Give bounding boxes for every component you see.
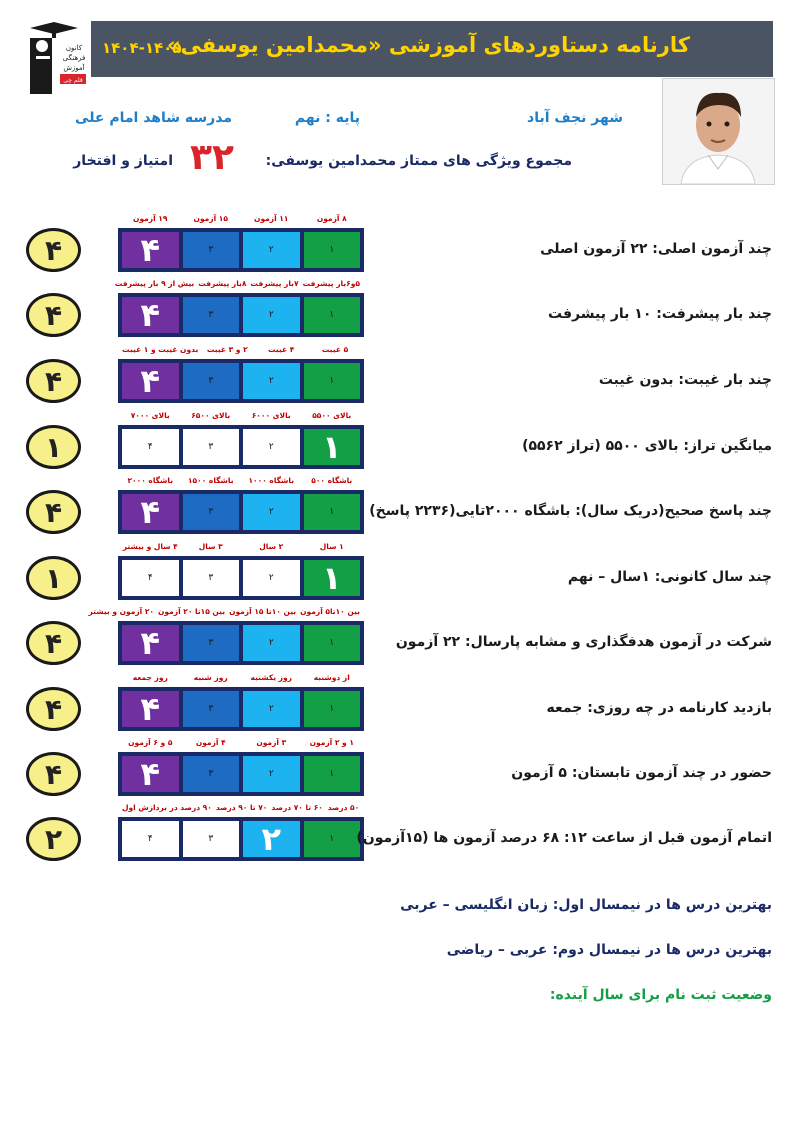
- level-labels: [118, 803, 364, 814]
- row-score-badge: ۱: [26, 556, 81, 600]
- level-labels: [118, 738, 364, 749]
- level-grid: [118, 490, 364, 534]
- grade-label: پایه : نهم: [294, 110, 360, 126]
- level-label: ۸بار پیشرفت: [198, 279, 247, 288]
- row-question: بازدید کارنامه در چه روزی: جمعه: [546, 700, 772, 716]
- row-score-badge: ۲: [26, 817, 81, 861]
- level-label: ۷بار پیشرفت: [250, 279, 299, 288]
- level-label: ۱ و ۲ آزمون: [309, 738, 354, 747]
- level-cell-4: ۴: [122, 363, 179, 399]
- row-score-badge: ۱: [26, 425, 81, 469]
- level-cell-1: ۱: [304, 625, 361, 661]
- level-label: بالای ۶۰۰۰: [251, 411, 291, 420]
- level-cell-4: ۴: [122, 691, 179, 727]
- level-cell-4: ۴: [122, 429, 179, 465]
- level-cell-2: ۲: [243, 232, 300, 268]
- level-cell-1: ۱: [304, 429, 361, 465]
- level-cell-4: ۴: [122, 297, 179, 333]
- level-cell-3: ۳: [183, 232, 240, 268]
- level-label: ۵۰ درصد: [327, 803, 360, 812]
- level-cell-2: ۲: [243, 297, 300, 333]
- city-label: شهر نجف آباد: [527, 110, 623, 126]
- student-photo: [662, 78, 775, 185]
- row-score-badge: ۴: [26, 621, 81, 665]
- level-cell-1: ۱: [304, 756, 361, 792]
- level-label: بدون غیبت و ۱ غیبت: [122, 345, 199, 354]
- level-labels: [118, 214, 364, 225]
- level-cell-2: ۲: [243, 363, 300, 399]
- level-labels: [118, 476, 364, 487]
- row-question: چند بار غیبت: بدون غیبت: [598, 372, 772, 388]
- level-cell-4: ۴: [122, 625, 179, 661]
- level-label: ۵ و ۶ آزمون: [128, 738, 173, 747]
- row-question: چند سال کانونی: ۱سال – نهم: [567, 569, 772, 585]
- level-cell-3: ۳: [183, 560, 240, 596]
- level-label: ۳ سال: [198, 542, 223, 551]
- level-cell-4: ۴: [122, 756, 179, 792]
- level-cell-2: ۲: [243, 756, 300, 792]
- level-cell-2: ۲: [243, 494, 300, 530]
- level-label: بالای ۶۵۰۰: [191, 411, 231, 420]
- svg-text:قلم چی: قلم چی: [63, 77, 83, 84]
- row-question: چند پاسخ صحیح(دریک سال): باشگاه ۲۰۰۰تایی(۲۲۳۶ پاسخ): [369, 503, 772, 519]
- level-cell-2: ۲: [243, 625, 300, 661]
- level-label: ۹۰ درصد در بردازش اول: [122, 803, 212, 812]
- academic-year: ۱۴۰۴-۱۴۰۵: [102, 39, 182, 57]
- level-cell-3: ۳: [183, 821, 240, 857]
- level-grid: [118, 228, 364, 272]
- level-cell-1: ۱: [304, 232, 361, 268]
- level-grid: [118, 556, 364, 600]
- level-label: ۳ آزمون: [256, 738, 287, 747]
- level-label: باشگاه ۱۵۰۰: [187, 476, 234, 485]
- level-label: ۱۱ آزمون: [254, 214, 289, 223]
- row-score-badge: ۴: [26, 752, 81, 796]
- level-label: روز یکشنبه: [250, 673, 292, 682]
- level-label: بین ۱۰تا ۱۵ آزمون: [229, 607, 297, 616]
- level-grid: [118, 621, 364, 665]
- row-question: اتمام آزمون قبل از ساعت ۱۲: ۶۸ درصد آزمون ها (۱۵آزمون): [356, 830, 772, 846]
- best-lessons-second-term: بهترین درس ها در نیمسال دوم: عربی – ریاضی: [446, 942, 772, 958]
- row-score-badge: ۴: [26, 359, 81, 403]
- level-label: ۲ و ۳ غیبت: [206, 345, 248, 354]
- level-cell-3: ۳: [183, 756, 240, 792]
- level-label: بین ۱۵تا ۲۰ آزمون: [158, 607, 226, 616]
- row-score-badge: ۴: [26, 228, 81, 272]
- level-cell-1: ۱: [304, 821, 361, 857]
- level-labels: [88, 607, 364, 618]
- level-cell-4: ۴: [122, 494, 179, 530]
- level-cell-1: ۱: [304, 494, 361, 530]
- level-labels: [118, 345, 364, 356]
- level-cell-2: ۲: [243, 821, 300, 857]
- features-label: مجموع ویژگی های ممتاز محمدامین یوسفی:: [265, 153, 572, 169]
- level-grid: [118, 359, 364, 403]
- school-label: مدرسه شاهد امام علی: [75, 110, 232, 126]
- score-caption: امتیاز و افتخار: [73, 153, 173, 169]
- level-cell-3: ۳: [183, 363, 240, 399]
- level-label: ۷۰ تا ۹۰ درصد: [215, 803, 268, 812]
- level-grid: [118, 425, 364, 469]
- level-label: باشگاه ۱۰۰۰: [248, 476, 295, 485]
- level-label: ۱۵ آزمون: [193, 214, 228, 223]
- best-lessons-first-term: بهترین درس ها در نیمسال اول: زبان انگلیسی – عربی: [400, 897, 772, 913]
- total-score: ۳۲: [190, 137, 234, 178]
- row-question: حضور در چند آزمون تابستان: ۵ آزمون: [511, 765, 772, 781]
- level-cell-3: ۳: [183, 297, 240, 333]
- registration-status: وضعیت ثبت نام برای سال آینده:: [549, 987, 772, 1003]
- level-cell-2: ۲: [243, 691, 300, 727]
- row-score-badge: ۴: [26, 687, 81, 731]
- row-question: میانگین تراز: بالای ۵۵۰۰ (تراز ۵۵۶۲): [522, 438, 772, 454]
- level-label: ۱۹ آزمون: [133, 214, 168, 223]
- level-cell-1: ۱: [304, 297, 361, 333]
- level-cell-3: ۳: [183, 625, 240, 661]
- level-grid: [118, 752, 364, 796]
- level-grid: [118, 687, 364, 731]
- page-title: کارنامه دستاوردهای آموزشی «محمدامین یوسفی»: [166, 33, 690, 57]
- row-score-badge: ۴: [26, 490, 81, 534]
- level-label: ۸ آزمون: [316, 214, 347, 223]
- level-cell-1: ۱: [304, 691, 361, 727]
- level-label: ۶۰ تا ۷۰ درصد: [271, 803, 323, 812]
- level-label: روز جمعه: [132, 673, 168, 682]
- level-label: ۴ غیبت: [267, 345, 295, 354]
- level-label: باشگاه ۵۰۰: [311, 476, 353, 485]
- level-cell-2: ۲: [243, 560, 300, 596]
- level-cell-3: ۳: [183, 691, 240, 727]
- level-labels: [118, 411, 364, 422]
- row-question: شرکت در آزمون هدفگذاری و مشابه پارسال: ۲۲ آزمون: [395, 634, 772, 650]
- level-label: ۵ غیبت: [321, 345, 349, 354]
- level-cell-3: ۳: [183, 429, 240, 465]
- level-label: از دوشنبه: [313, 673, 350, 682]
- level-label: بین ۱۰تا۵ آزمون: [300, 607, 360, 616]
- svg-text:آموزش: آموزش: [63, 64, 85, 72]
- level-cell-4: ۴: [122, 821, 179, 857]
- level-labels: [114, 279, 364, 290]
- kanoon-logo: [28, 16, 88, 96]
- level-label: ۴ آزمون: [195, 738, 226, 747]
- level-cell-3: ۳: [183, 494, 240, 530]
- level-label: بالای ۵۵۰۰: [312, 411, 352, 420]
- level-cell-2: ۲: [243, 429, 300, 465]
- level-label: ۲ سال: [259, 542, 284, 551]
- level-labels: [118, 673, 364, 684]
- row-score-badge: ۴: [26, 293, 81, 337]
- level-label: ۲۰ آزمون و بیشتر: [88, 607, 154, 616]
- svg-text:فرهنگی: فرهنگی: [62, 54, 86, 62]
- level-label: ۵و۶بار پیشرفت: [302, 279, 360, 288]
- level-cell-4: ۴: [122, 232, 179, 268]
- level-labels: [118, 542, 364, 553]
- level-cell-1: ۱: [304, 560, 361, 596]
- level-label: بالای ۷۰۰۰: [130, 411, 170, 420]
- row-question: چند بار پیشرفت: ۱۰ بار پیشرفت: [548, 306, 772, 322]
- level-label: بیش از ۹ بار پیشرفت: [114, 279, 195, 288]
- svg-text:کانون: کانون: [65, 44, 83, 52]
- level-cell-4: ۴: [122, 560, 179, 596]
- level-label: روز شنبه: [193, 673, 228, 682]
- level-grid: [118, 293, 364, 337]
- level-cell-1: ۱: [304, 363, 361, 399]
- level-label: ۴ سال و بیشتر: [122, 542, 178, 551]
- level-label: ۱ سال: [319, 542, 344, 551]
- row-question: چند آزمون اصلی: ۲۲ آزمون اصلی: [540, 241, 772, 257]
- level-grid: [118, 817, 364, 861]
- level-label: باشگاه ۲۰۰۰: [127, 476, 174, 485]
